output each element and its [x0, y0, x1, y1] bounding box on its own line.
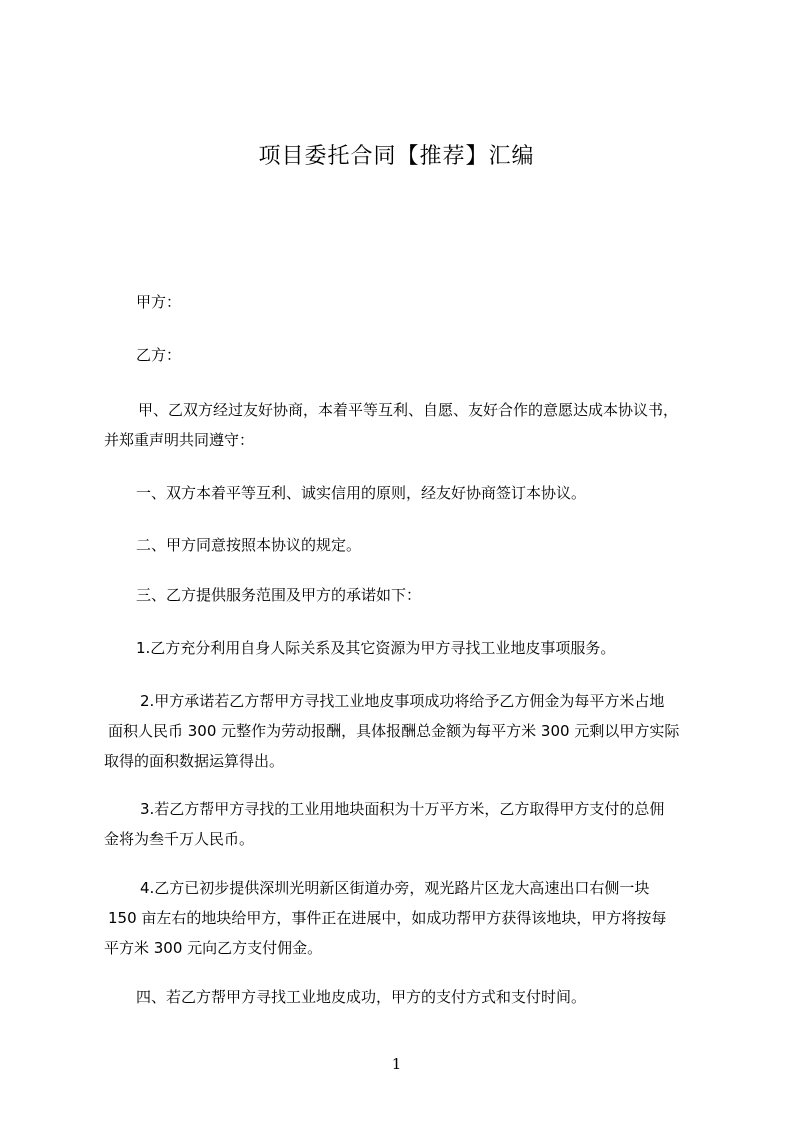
item-1: 1.乙方充分利用自身人际关系及其它资源为甲方寻找工业地皮事项服务。 [136, 639, 616, 657]
party-b-label: 乙方： [136, 346, 182, 364]
item-2-line-2: 面积人民币 300 元整作为劳动报酬，具体报酬总金额为每平方米 300 元剩以甲方实际 [108, 722, 680, 740]
clause-3: 三、乙方提供服务范围及甲方的承诺如下： [136, 586, 422, 604]
document-title: 项目委托合同【推荐】汇编 [258, 144, 535, 169]
item-3-line-2: 金将为叁千万人民币。 [104, 830, 255, 848]
preamble-line-1: 甲、乙双方经过友好协商，本着平等互利、自愿、友好合作的意愿达成本协议书， [138, 401, 679, 419]
clause-4: 四、若乙方帮甲方寻找工业地皮成功，甲方的支付方式和支付时间。 [136, 988, 587, 1006]
item-4-line-1: 4.乙方已初步提供深圳光明新区街道办旁，观光路片区龙大高速出口右侧一块 [140, 879, 650, 897]
preamble-line-2: 并郑重声明共同遵守： [104, 431, 255, 449]
item-4-paragraph [104, 873, 704, 963]
item-4-line-3: 平方米 300 元向乙方支付佣金。 [104, 939, 323, 957]
item-2-line-3: 取得的面积数据运算得出。 [104, 752, 285, 770]
item-2-line-1: 2.甲方承诺若乙方帮甲方寻找工业地皮事项成功将给予乙方佣金为每平方米占地 [140, 692, 665, 710]
party-a-label: 甲方： [136, 293, 182, 311]
item-4-line-2: 150 亩左右的地块给甲方，事件正在进展中，如成功帮甲方获得该地块，甲方将按每 [108, 909, 667, 927]
clause-2: 二、甲方同意按照本协议的规定。 [136, 536, 362, 554]
item-2-paragraph [104, 686, 704, 776]
preamble-paragraph [104, 395, 704, 455]
item-3-paragraph [104, 794, 704, 854]
item-3-line-1: 3.若乙方帮甲方寻找的工业用地块面积为十万平方米，乙方取得甲方支付的总佣 [140, 800, 665, 818]
page-number: 1 [391, 1055, 402, 1073]
clause-1: 一、双方本着平等互利、诚实信用的原则，经友好协商签订本协议。 [136, 484, 587, 502]
